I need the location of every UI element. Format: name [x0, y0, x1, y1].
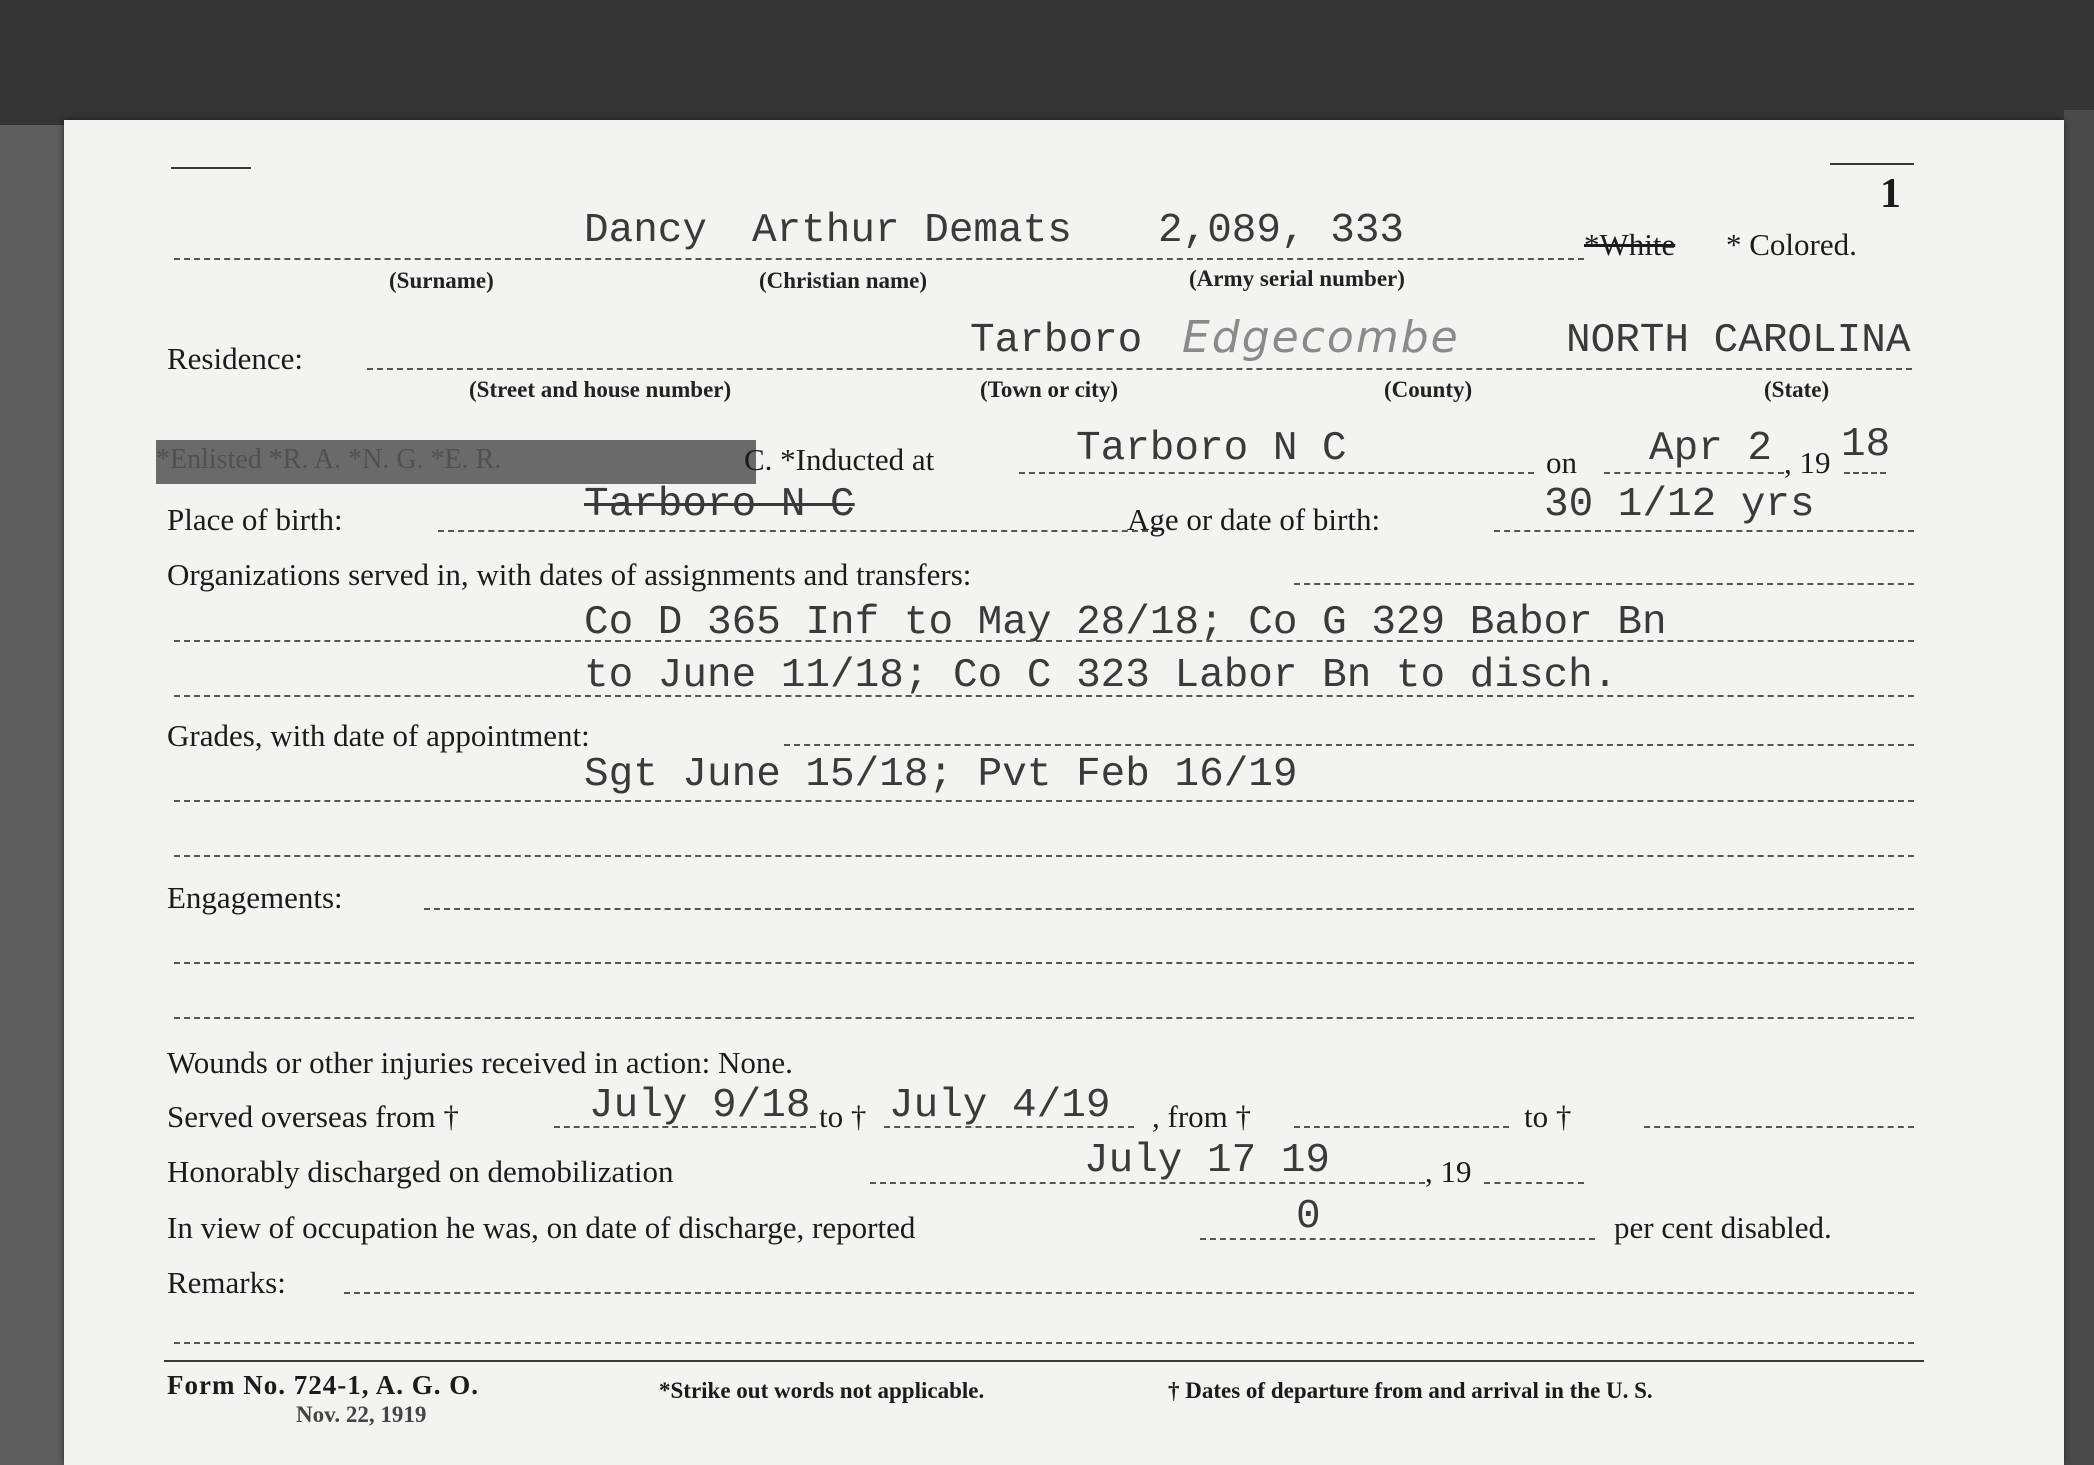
overseas-to2-line — [1644, 1126, 1914, 1128]
surname-value: Dancy — [584, 208, 708, 254]
engagements-rule-1 — [174, 962, 1914, 964]
disability-label: In view of occupation he was, on date of discharge, reported — [167, 1210, 916, 1245]
residence-state: NORTH CAROLINA — [1566, 318, 1911, 364]
remarks-rule-1 — [174, 1342, 1914, 1344]
induction-date-line — [1604, 472, 1784, 474]
disability-line — [1200, 1238, 1595, 1240]
age-value: 30 1/12 yrs — [1544, 482, 1815, 528]
christian-name-value: Arthur Demats — [752, 208, 1072, 254]
induction-year-line — [1844, 472, 1886, 474]
grades-rule-1 — [174, 800, 1914, 802]
caption-christian: (Christian name) — [759, 268, 928, 293]
caption-serial: (Army serial number) — [1189, 266, 1405, 291]
induction-place: Tarboro N C — [1076, 426, 1347, 472]
footnote-strike: *Strike out words not applicable. — [659, 1378, 985, 1403]
card-number: 1 — [1880, 171, 1901, 217]
organizations-line-0 — [1294, 583, 1914, 585]
overseas-label: Served overseas from † — [167, 1099, 459, 1134]
redacted-enlistment-options: *Enlisted *R. A. *N. G. *E. R. — [156, 444, 502, 475]
age-line — [1494, 530, 1914, 532]
induction-date: Apr 2 — [1649, 426, 1773, 472]
overseas-from2-line — [1294, 1126, 1509, 1128]
overseas-to1: July 4/19 — [889, 1083, 1111, 1129]
birthplace-value — [584, 482, 855, 528]
birthplace-text: Tarboro N C — [584, 482, 855, 528]
form-number: Form No. 724-1, A. G. O. — [167, 1370, 479, 1400]
serial-number-value: 2,089, 333 — [1158, 208, 1405, 254]
disability-suffix: per cent disabled. — [1614, 1210, 1832, 1245]
organizations-line-2: to June 11/18; Co C 323 Labor Bn to disch. — [584, 653, 1618, 699]
service-record-card — [64, 120, 2064, 1465]
overseas-from2-label: , from † — [1152, 1099, 1252, 1134]
discharge-year-prefix: , 19 — [1425, 1154, 1472, 1189]
race-white-wrapper — [1584, 227, 1675, 263]
remarks-label: Remarks: — [167, 1265, 286, 1300]
grades-rule-2 — [174, 855, 1914, 857]
discharge-date: July 17 19 — [1084, 1138, 1331, 1184]
residence-label: Residence: — [167, 341, 304, 376]
grades-line-1: Sgt June 15/18; Pvt Feb 16/19 — [584, 752, 1298, 798]
organizations-label: Organizations served in, with dates of assignments and transfers: — [167, 557, 972, 592]
caption-town: (Town or city) — [980, 377, 1118, 402]
race-colored: * Colored. — [1726, 227, 1857, 262]
engagements-label: Engagements: — [167, 880, 343, 915]
inducted-label: C. *Inducted at — [744, 442, 935, 477]
residence-county: Edgecombe — [1182, 312, 1460, 363]
corner-rule-left — [171, 167, 251, 169]
birthplace-line — [438, 530, 1158, 532]
induction-year: 18 — [1841, 422, 1891, 468]
caption-county: (County) — [1384, 377, 1473, 402]
discharge-label: Honorably discharged on demobilization — [167, 1154, 674, 1189]
remarks-line-0 — [344, 1292, 1914, 1294]
corner-rule-right — [1830, 163, 1914, 165]
engagements-rule-2 — [174, 1017, 1914, 1019]
residence-town: Tarboro — [970, 318, 1143, 364]
name-line — [174, 258, 1584, 260]
age-label: Age or date of birth: — [1127, 502, 1381, 537]
organizations-line-1: Co D 365 Inf to May 28/18; Co G 329 Babor Bn — [584, 600, 1667, 646]
organizations-rule-2 — [174, 695, 1914, 697]
race-white: *White — [1584, 227, 1676, 262]
induction-place-line — [1019, 472, 1534, 474]
induction-year-prefix: , 19 — [1784, 445, 1831, 480]
scanner-background-right — [2064, 110, 2094, 1465]
overseas-to2-label: to † — [1524, 1099, 1572, 1134]
birthplace-label: Place of birth: — [167, 502, 343, 537]
caption-state: (State) — [1764, 377, 1830, 402]
engagements-line-0 — [424, 908, 1914, 910]
disability-value: 0 — [1296, 1194, 1321, 1240]
grades-label: Grades, with date of appointment: — [167, 718, 590, 753]
scanner-background-top — [0, 0, 2094, 125]
wounds-label: Wounds or other injuries received in action: None. — [167, 1045, 793, 1080]
footnote-dates: † Dates of departure from and arrival in the U. S. — [1168, 1378, 1653, 1403]
residence-line — [367, 368, 1912, 370]
caption-street: (Street and house number) — [469, 377, 732, 402]
overseas-from1: July 9/18 — [589, 1083, 811, 1129]
footer-rule — [164, 1360, 1924, 1362]
form-date: Nov. 22, 1919 — [296, 1402, 427, 1427]
caption-surname: (Surname) — [389, 268, 494, 293]
induction-on-label: on — [1546, 445, 1577, 480]
overseas-to-label: to † — [819, 1099, 867, 1134]
organizations-rule-1 — [174, 640, 1914, 642]
grades-line-0 — [784, 744, 1914, 746]
discharge-year-line — [1484, 1182, 1584, 1184]
